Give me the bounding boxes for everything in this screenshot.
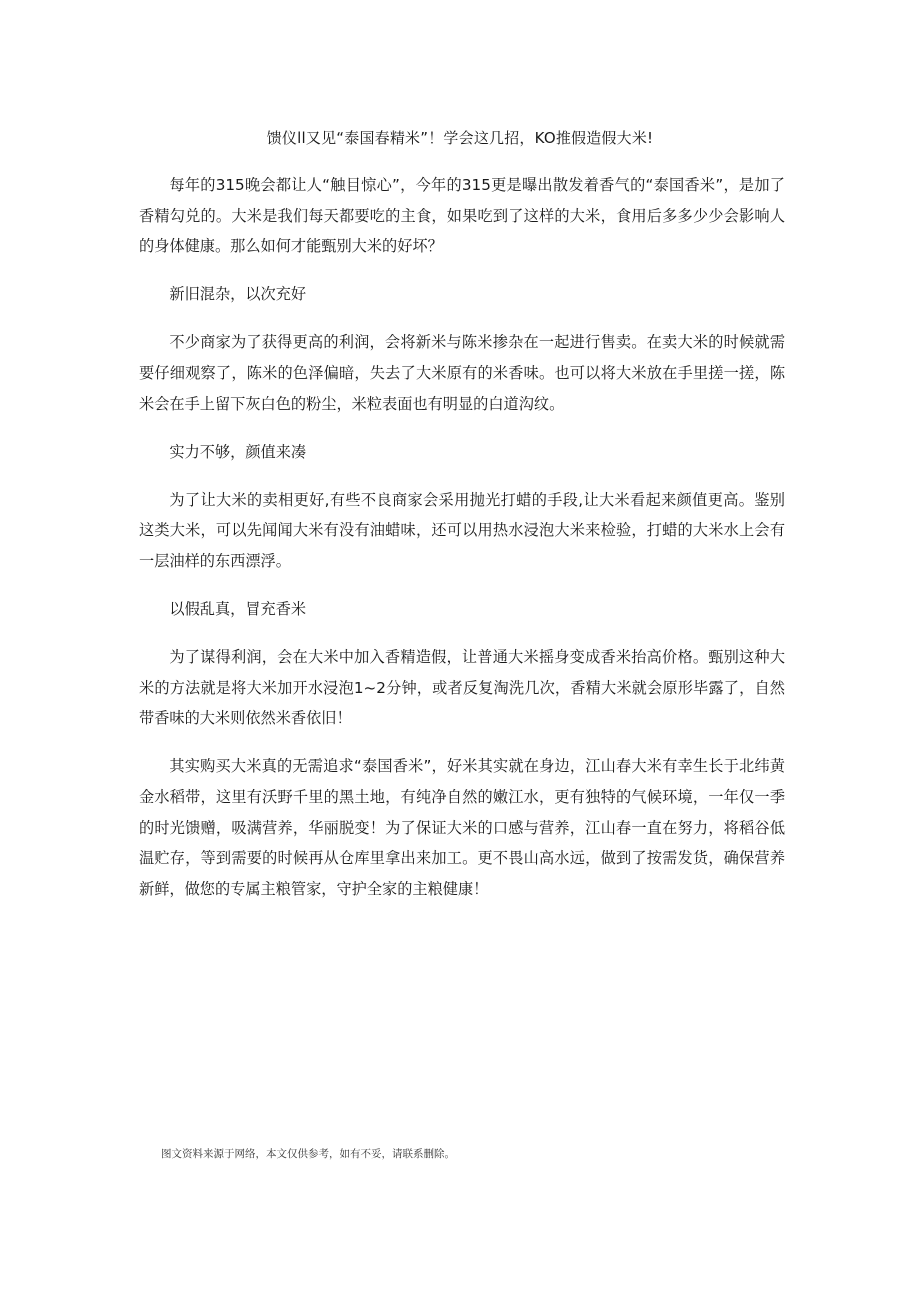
source-footnote: 图文资料来源于网络，本文仅供参考，如有不妥，请联系删除。 <box>161 1148 455 1160</box>
article-body <box>139 170 785 922</box>
paragraph-old-new-mixed: 不少商家为了获得更高的利润，会将新米与陈米掺杂在一起进行售卖。在卖大米的时候就需要仔细观察了，陈米的色泽偏暗，失去了大米原有的米香味。也可以将大米放在手里搓一搓，陈米会在手上留下灰白色的粉尘，米粒表面也有明显的白道沟纹。 <box>139 333 785 413</box>
paragraph-conclusion: 其实购买大米真的无需追求“泰国香米”，好米其实就在身边，江山春大米有幸生长于北纬黄金水稻带，这里有沃野千里的黑土地，有纯净自然的嫩江水，更有独特的气候环境，一年仅一季的时光馈赠，吸满营养，华丽脱变！为了保证大米的口感与营养，江山春一直在努力，将稻谷低温贮存，等到需要的时候再从仓库里拿出来加工。更不畏山高水远，做到了按需发货，确保营养新鲜，做您的专属主粮管家，守护全家的主粮健康！ <box>139 757 785 898</box>
section-heading-fake-fragrant: 以假乱真，冒充香米 <box>169 600 307 619</box>
section-heading-old-new-mixed: 新旧混杂，以次充好 <box>169 285 307 304</box>
section-heading-polish-wax: 实力不够，颜值来凑 <box>169 442 307 461</box>
paragraph-intro: 每年的315晚会都让人“触目惊心”，今年的315更是曝出散发着香气的“泰国香米”，是加了香精勾兑的。大米是我们每天都要吃的主食，如果吃到了这样的大米，食用后多多少少会影响人的身体健康。那么如何才能甄别大米的好坏？ <box>139 176 785 256</box>
paragraph-fake-fragrant: 为了谋得利润，会在大米中加入香精造假，让普通大米摇身变成香米抬高价格。甄别这种大米的方法就是将大米加开水浸泡1~2分钟，或者反复淘洗几次，香精大米就会原形毕露了，自然带香味的大米则依然米香依旧！ <box>139 648 785 728</box>
article-title: 馈仪ll又见“泰国春精米”！学会这几招，KO推假造假大米! <box>266 129 654 147</box>
paragraph-polish-wax: 为了让大米的卖相更好,有些不良商家会采用抛光打蜡的手段,让大米看起来颜值更高。鉴别这类大米，可以先闻闻大米有没有油蜡味，还可以用热水浸泡大米来检验，打蜡的大米水上会有一层油样的东西漂浮。 <box>139 490 785 570</box>
